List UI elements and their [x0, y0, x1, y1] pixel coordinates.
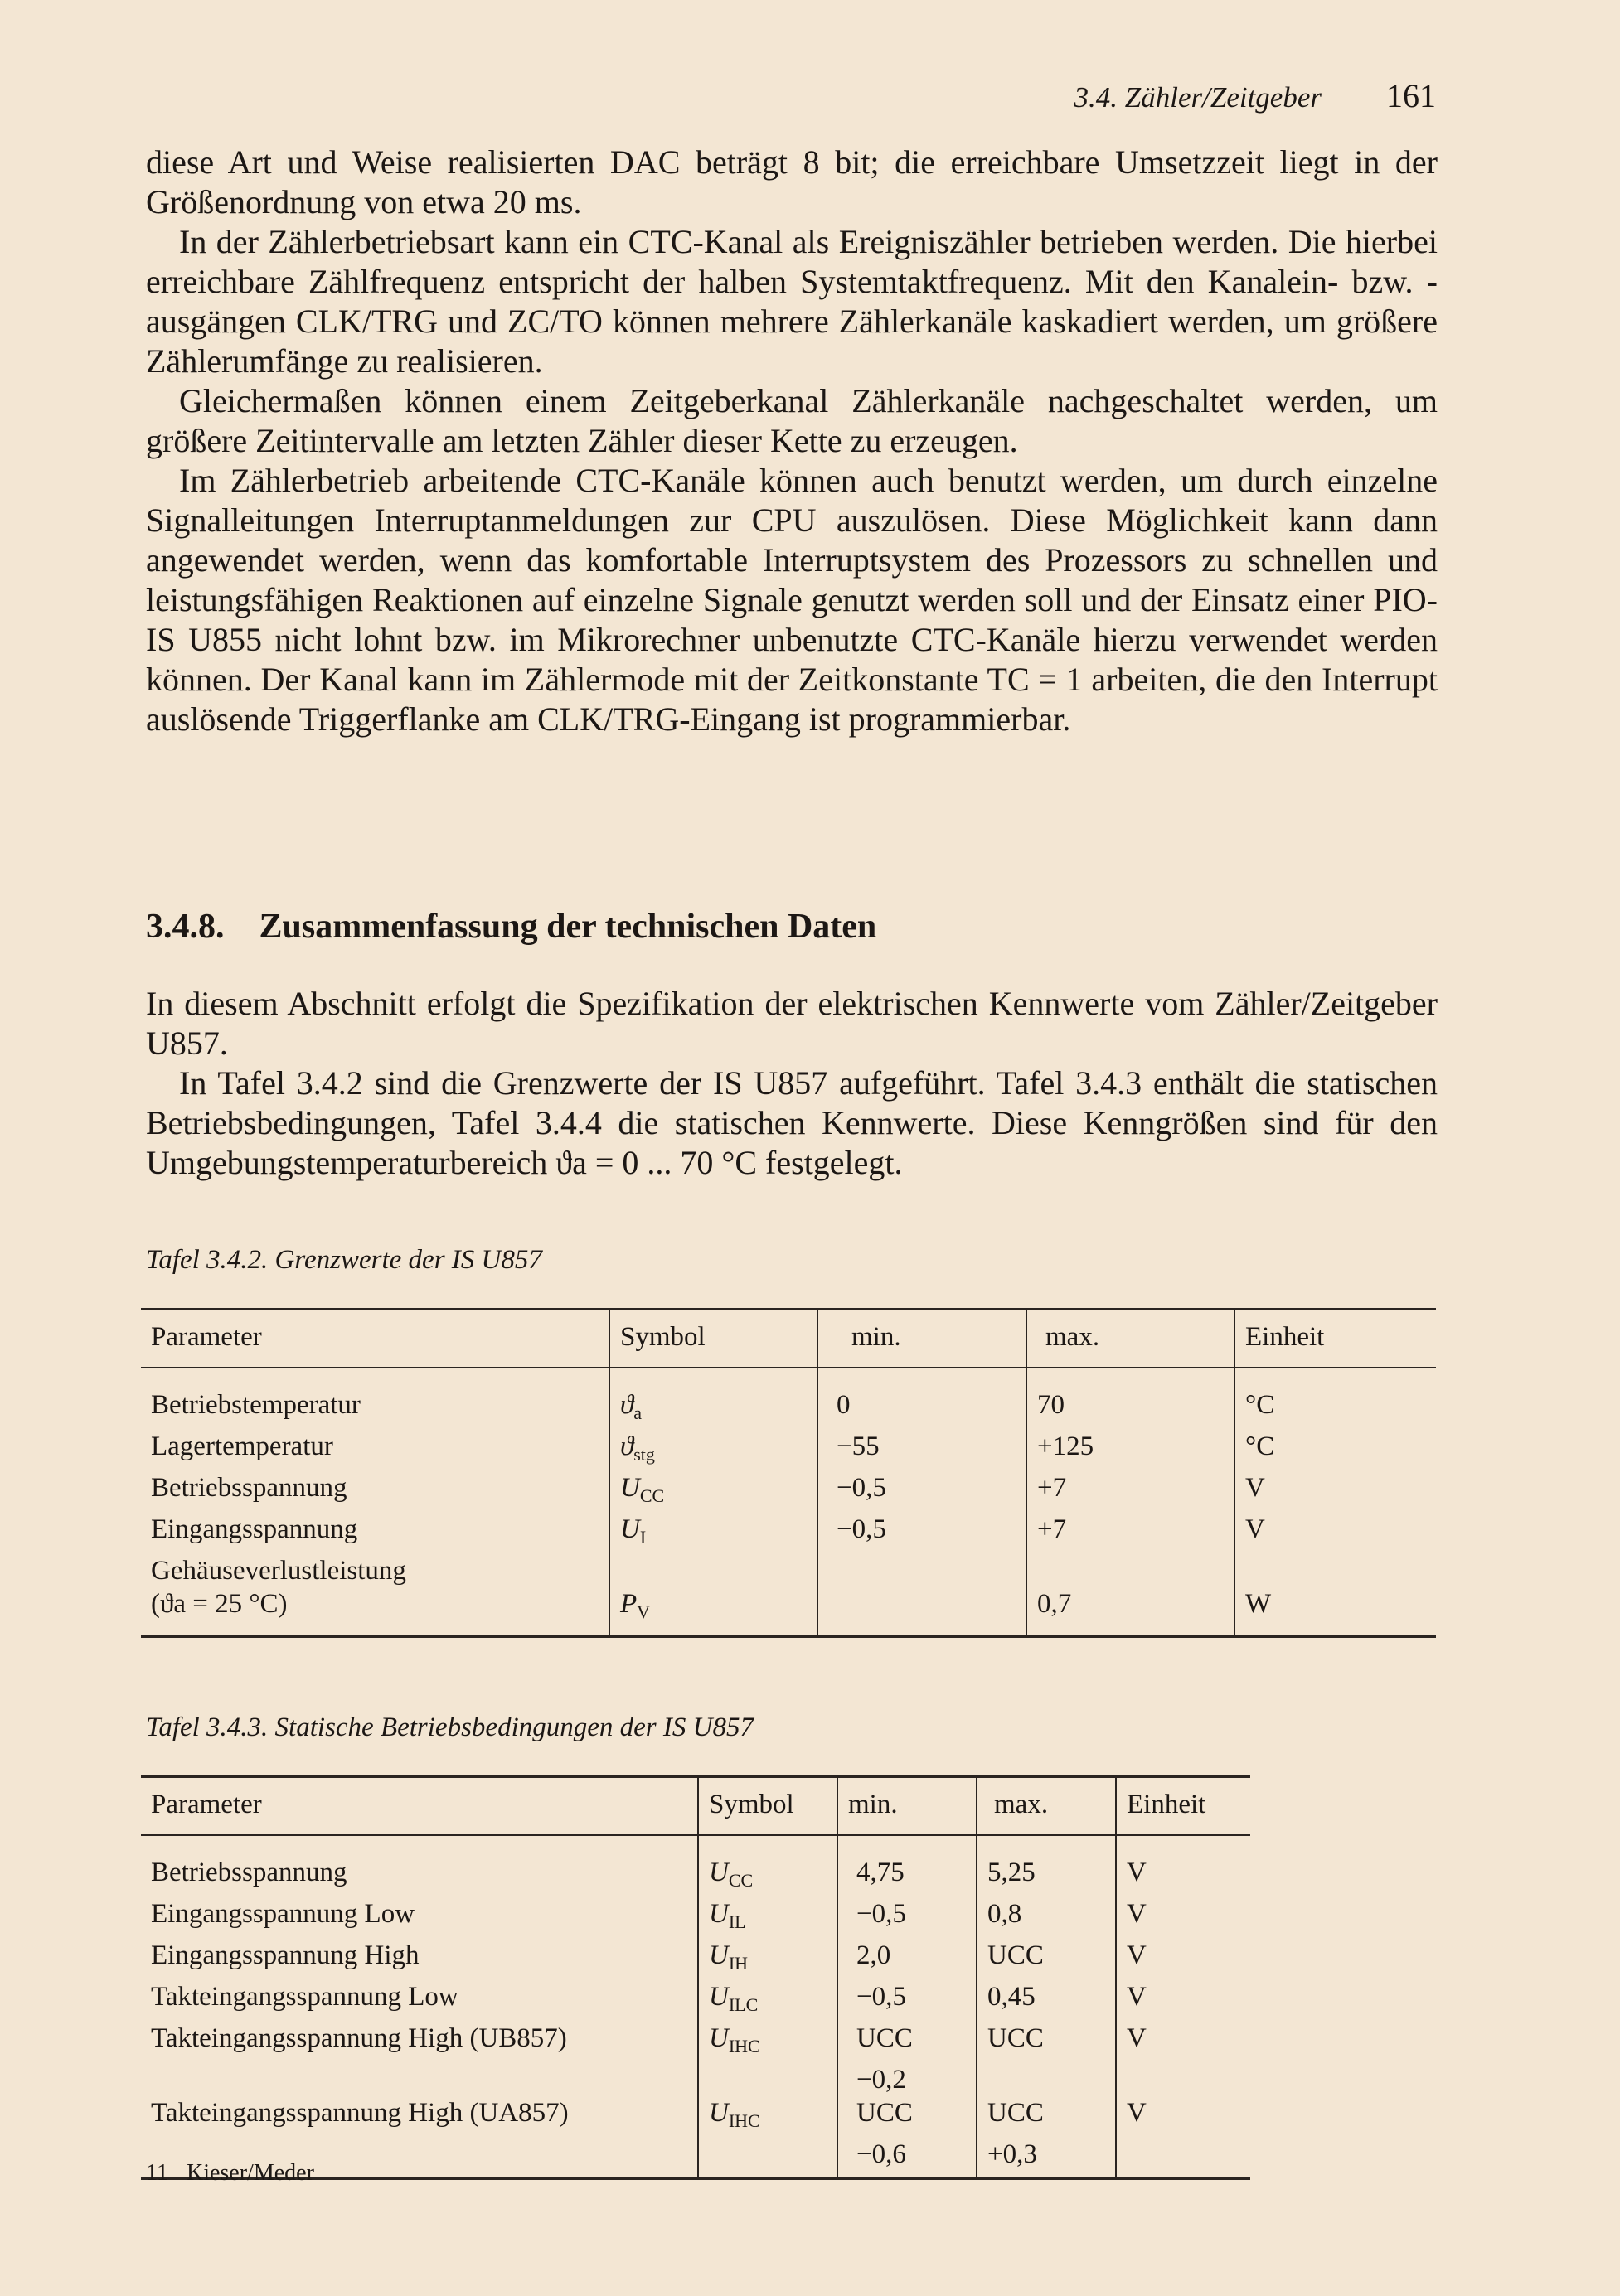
symbol-cell [698, 1980, 837, 2022]
table-row [141, 1554, 1436, 1587]
paragraph: Gleichermaßen können einem Zeitgeberkanal Zählerkanäle nachgeschaltet werden, um größere Zeitintervalle am letzten Zähler dieser Kette zu erzeugen. [146, 382, 1438, 459]
paragraph: Im Zählerbetrieb arbeitende CTC-Kanäle können auch benutzt werden, um durch einzelne Signalleitungen Interruptanmeldungen zur CPU auszulösen. Diese Möglichkeit kann dann angewendet werden, wenn das komfortable Interruptsystem des Prozessors zu schnellen und leistungsfähigen Reaktionen auf einzelne Signale genutzt werden soll und der Einsatz einer PIO-IS U855 nicht lohnt bzw. im Mikrorechner unbenutzte CTC-Kanäle hierzu verwendet werden können. Der Kanal kann im Zählermode mit der Zeitkonstante TC = 1 arbeiten, die den Interrupt auslösende Triggerflanke am CLK/TRG-Eingang ist programmierbar. [146, 462, 1438, 738]
symbol-subscript: IHC [728, 2036, 760, 2056]
min-cell: −0,5 [837, 1980, 977, 2022]
parameter-cell: Eingangsspannung High [141, 1939, 698, 1980]
column-header: Einheit [1234, 1310, 1436, 1368]
table-row [141, 2063, 1250, 2096]
table-header-row [141, 1777, 1250, 1836]
max-cell: +7 [1026, 1513, 1234, 1554]
section-title: Zusammenfassung der technischen Daten [259, 908, 877, 946]
column-header: max. [977, 1777, 1116, 1836]
parameter-cell: Gehäuseverlustleistung [141, 1554, 609, 1587]
symbol-subscript: stg [633, 1444, 655, 1465]
paragraph: In Tafel 3.4.2 sind die Grenzwerte der IS U857 aufgeführt. Tafel 3.4.3 enthält die statischen Betriebsbedingungen, Tafel 3.4.4 die statischen Kennwerte. Diese Kenngrößen sind für den Umgebungstemperaturbereich ϑa = 0 ... 70 °C festgelegt. [146, 1064, 1438, 1181]
unit-cell: V [1127, 1858, 1147, 1887]
footer-authors: Kieser/Meder [186, 2160, 314, 2186]
unit-cell: °C [1245, 1431, 1275, 1461]
table-caption: Tafel 3.4.3. Statische Betriebsbedingungen der IS U857 [146, 1712, 754, 1742]
symbol-main: U [709, 2098, 729, 2128]
paragraph: diese Art und Weise realisierten DAC beträgt 8 bit; die erreichbare Umsetzzeit liegt in der Größenordnung von etwa 20 ms. [146, 143, 1438, 220]
operating-conditions-table [141, 1775, 1250, 2180]
min-cell [817, 1554, 1026, 1587]
parameter-cell: Takteingangsspannung High (UA857) [141, 2096, 698, 2138]
unit-cell: V [1245, 1514, 1265, 1544]
table-row [141, 1430, 1436, 1471]
page-number: 161 [1386, 77, 1436, 114]
min-cell: UCC [837, 2096, 977, 2138]
unit-cell: V [1245, 1473, 1265, 1503]
max-cell [977, 2063, 1116, 2096]
symbol-main: U [709, 1982, 729, 2012]
symbol-cell [698, 2096, 837, 2138]
column-header: max. [1026, 1310, 1234, 1368]
table-row [141, 2022, 1250, 2063]
unit-cell: V [1127, 1899, 1147, 1929]
column-header: Symbol [609, 1310, 817, 1368]
unit-cell: V [1127, 2098, 1147, 2128]
symbol-subscript: IH [728, 1953, 749, 1974]
unit-cell [1116, 2063, 1250, 2096]
symbol-cell [698, 2063, 837, 2096]
parameter-cell: Takteingangsspannung High (UB857) [141, 2022, 698, 2063]
table-row [141, 1980, 1250, 2022]
body-text-section [146, 984, 1438, 1183]
parameter-cell: Betriebsspannung [141, 1471, 609, 1513]
min-cell: −0,5 [817, 1471, 1026, 1513]
symbol-cell [698, 2022, 837, 2063]
parameter-cell: Takteingangsspannung Low [141, 1980, 698, 2022]
max-cell: +125 [1026, 1430, 1234, 1471]
min-cell: −0,6 [837, 2138, 977, 2179]
table-row [141, 1471, 1436, 1513]
running-head-section: 3.4. Zähler/Zeitgeber [1074, 81, 1322, 114]
table-row [141, 2096, 1250, 2138]
symbol-main: U [709, 1940, 729, 1970]
symbol-main: U [709, 1899, 729, 1929]
max-cell: 0,8 [977, 1897, 1116, 1939]
column-header: Einheit [1116, 1777, 1250, 1836]
table-row [141, 1939, 1250, 1980]
max-cell: +0,3 [977, 2138, 1116, 2179]
symbol-main: ϑ [620, 1431, 634, 1461]
parameter-cell: Betriebstemperatur [141, 1368, 609, 1430]
parameter-cell [141, 2063, 698, 2096]
unit-cell: V [1127, 1982, 1147, 2012]
symbol-main: U [709, 2023, 729, 2053]
symbol-cell [609, 1368, 817, 1430]
symbol-subscript: I [639, 1527, 647, 1548]
symbol-main: U [709, 1858, 729, 1887]
table-row [141, 1835, 1250, 1897]
table-row [141, 1513, 1436, 1554]
symbol-subscript: CC [639, 1485, 665, 1506]
unit-cell [1116, 2138, 1250, 2179]
unit-cell: °C [1245, 1390, 1275, 1420]
unit-cell [1234, 1554, 1436, 1587]
min-cell: −55 [817, 1430, 1026, 1471]
table-row [141, 1897, 1250, 1939]
column-header: Parameter [141, 1310, 609, 1368]
page-footer [146, 2160, 314, 2187]
max-cell: UCC [977, 1939, 1116, 1980]
symbol-subscript: IL [728, 1911, 746, 1932]
signature-mark: 11 [146, 2160, 168, 2186]
column-header: min. [837, 1777, 977, 1836]
min-cell: UCC [837, 2022, 977, 2063]
paragraph: In der Zählerbetriebsart kann ein CTC-Kanal als Ereigniszähler betrieben werden. Die hierbei erreichbare Zählfrequenz entspricht der halben Systemtaktfrequenz. Mit den Kanalein- bzw. -ausgängen CLK/TRG und ZC/TO können mehrere Zählerkanäle kaskadiert werden, um größere Zählerumfänge zu realisieren. [146, 223, 1438, 380]
parameter-cell: Lagertemperatur [141, 1430, 609, 1471]
symbol-subscript: ILC [728, 1994, 759, 2015]
symbol-cell [698, 1835, 837, 1897]
symbol-subscript: IHC [728, 2110, 760, 2131]
max-cell [1026, 1554, 1234, 1587]
min-cell: 2,0 [837, 1939, 977, 1980]
column-header: min. [817, 1310, 1026, 1368]
parameter-cell: (ϑa = 25 °C) [141, 1587, 609, 1637]
min-cell: −0,5 [817, 1513, 1026, 1554]
column-header: Parameter [141, 1777, 698, 1836]
min-cell [817, 1587, 1026, 1637]
max-cell: UCC [977, 2096, 1116, 2138]
symbol-main: ϑ [620, 1390, 634, 1420]
symbol-cell [609, 1513, 817, 1554]
symbol-cell [698, 1897, 837, 1939]
min-cell: −0,5 [837, 1897, 977, 1939]
max-cell: UCC [977, 2022, 1116, 2063]
table-header-row [141, 1310, 1436, 1368]
unit-cell: W [1234, 1587, 1436, 1637]
parameter-cell: Betriebsspannung [141, 1835, 698, 1897]
table-caption: Tafel 3.4.2. Grenzwerte der IS U857 [146, 1245, 542, 1275]
min-cell: −0,2 [837, 2063, 977, 2096]
min-cell: 0 [817, 1368, 1026, 1430]
paragraph: In diesem Abschnitt erfolgt die Spezifikation der elektrischen Kennwerte vom Zähler/Zeitgeber U857. [146, 985, 1438, 1062]
min-cell: 4,75 [837, 1835, 977, 1897]
symbol-main: P [620, 1589, 638, 1619]
max-cell: 70 [1026, 1368, 1234, 1430]
table-row [141, 1587, 1436, 1637]
limits-table [141, 1308, 1436, 1638]
body-text-top [146, 143, 1438, 739]
max-cell: +7 [1026, 1471, 1234, 1513]
symbol-cell [609, 1430, 817, 1471]
max-cell: 0,45 [977, 1980, 1116, 2022]
symbol-subscript: CC [728, 1870, 754, 1891]
max-cell: 0,7 [1026, 1587, 1234, 1637]
symbol-cell [698, 1939, 837, 1980]
symbol-subscript: a [633, 1402, 642, 1423]
running-head [1074, 76, 1436, 115]
unit-cell: V [1127, 1940, 1147, 1970]
max-cell: 5,25 [977, 1835, 1116, 1897]
symbol-main: U [620, 1473, 640, 1503]
column-header: Symbol [698, 1777, 837, 1836]
parameter-cell: Eingangsspannung [141, 1513, 609, 1554]
symbol-cell [609, 1587, 817, 1637]
symbol-cell [698, 2138, 837, 2179]
symbol-main: U [620, 1514, 640, 1544]
table-row [141, 1368, 1436, 1430]
symbol-cell [609, 1554, 817, 1587]
symbol-subscript: V [637, 1601, 651, 1622]
section-number: 3.4.8. [146, 908, 225, 946]
unit-cell: V [1127, 2023, 1147, 2053]
symbol-cell [609, 1471, 817, 1513]
parameter-cell: Eingangsspannung Low [141, 1897, 698, 1939]
section-heading [146, 907, 876, 947]
